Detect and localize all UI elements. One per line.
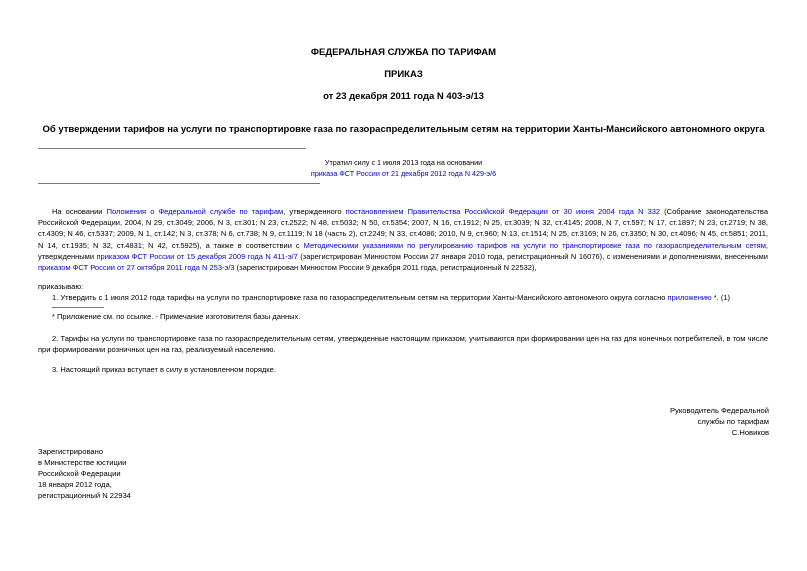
decree-word: приказываю:: [38, 282, 84, 291]
item-2: 2. Тарифы на услуги по транспортировке газа по газораспределительным сетям, утвержденные настоящим приказом, учитываются при формировании цен на газ для конечных потребителей, в том числе при формировании розничных цен на газ, реализуемый населению.: [38, 334, 768, 355]
registration-line-1: Зарегистрировано: [38, 447, 104, 456]
status-note-link-wrap: [0, 169, 807, 178]
preamble-paragraph: [38, 206, 768, 273]
signature-block: [670, 405, 769, 438]
preamble-text-3: (Собрание законодательства Российской Федерации, 2004, N 29, ст.3049; 2006, N 3, ст.301; N 23, ст.2522; N 48, ст.5032; N 50, ст.5354; 2007, N 16, ст.1912; N 25, ст.3039; N 32, ст.4145; 2008, N 7, ст.597; N 17, ст.1897; N 23, ст.2719; N 38, ст.4309; N 46, ст.5337; 2009, N 1, ст.142; N 3, ст.378; N 6, ст.738; N 9, ст.1119; N 18 (часть 2), ст.2249; N 33, ст.4086; 2010, N 9, ст.960; N 13, ст.1514; N 25, ст.3169; N 26, ст.3350; N 30, ст.4096; N 45, ст.5851; 2011, N 14, ст.1935; N 32, ст.4831; N 42, ст.5925), а также в соответствии с: [38, 207, 768, 250]
document-subject: Об утверждении тарифов на услуги по транспортировке газа по газораспределительным сетям на территории Ханты-Мансийского автономного округа: [42, 124, 765, 135]
link-fst-order-411[interactable]: приказом ФСТ России от 15 декабря 2009 года N 411-э/7: [96, 251, 298, 261]
document-type: ПРИКАЗ: [384, 69, 423, 80]
status-note-text: Утратил силу с 1 июля 2013 года на основании: [324, 158, 483, 167]
divider-top: [38, 148, 306, 149]
registration-line-2: в Министерстве юстиции: [38, 458, 127, 468]
registration-line-5: регистрационный N 22934: [38, 491, 131, 501]
item-1: [38, 292, 768, 303]
registration-line-3: Российской Федерации: [38, 469, 121, 479]
link-appendix[interactable]: приложению: [667, 293, 712, 302]
preamble-text-4: , утвержденными: [38, 240, 768, 261]
link-government-decree[interactable]: постановлением Правительства Российской Федерации от 30 июня 2004 года N 332: [345, 207, 661, 216]
link-methodical-guidelines[interactable]: Методическими указаниями по регулированию тарифов на услуги по транспортировке газа по газораспределительным сетям: [303, 240, 766, 250]
link-regulation[interactable]: Положения о Федеральной службе по тарифам: [106, 207, 284, 216]
registration-block: [38, 446, 131, 501]
link-fst-order-253[interactable]: приказом ФСТ России от 27 октября 2011 года N 253-э/3: [38, 263, 235, 273]
status-note-link[interactable]: приказа ФСТ России от 21 декабря 2012 года N 429-э/6: [310, 169, 497, 178]
footnote: * Приложение см. по ссылке. - Примечание изготовителя базы данных.: [52, 312, 301, 321]
preamble-text-2: , утвержденного: [283, 207, 346, 216]
item-1-suffix: *. (1): [711, 293, 730, 302]
signature-position-1: Руководитель Федеральной: [669, 406, 769, 415]
registration-line-4: 18 января 2012 года,: [38, 480, 112, 490]
agency-title: ФЕДЕРАЛЬНАЯ СЛУЖБА ПО ТАРИФАМ: [310, 47, 497, 58]
item-3: 3. Настоящий приказ вступает в силу в установленном порядке.: [52, 365, 276, 374]
item-1-text: 1. Утвердить с 1 июля 2012 года тарифы на услуги по транспортировке газа по газораспределительным сетям на территории Ханты-Мансийского автономного округа согласно: [52, 293, 668, 302]
signature-position-2: службы по тарифам: [697, 417, 769, 427]
preamble-text-6: (зарегистрирован Минюстом России 9 декабря 2011 года, регистрационный N 22532),: [234, 263, 537, 273]
divider-bottom: [38, 183, 320, 184]
preamble-text-1: На основании: [52, 207, 107, 216]
footnote-divider: [52, 307, 104, 308]
preamble-text-5: (зарегистрирован Минюстом России 27 января 2010 года, регистрационный N 16076), с изменениями и дополнениями, внесенными: [297, 251, 768, 261]
document-date-number: от 23 декабря 2011 года N 403-э/13: [323, 91, 484, 102]
signature-name: С.Новиков: [731, 428, 769, 438]
